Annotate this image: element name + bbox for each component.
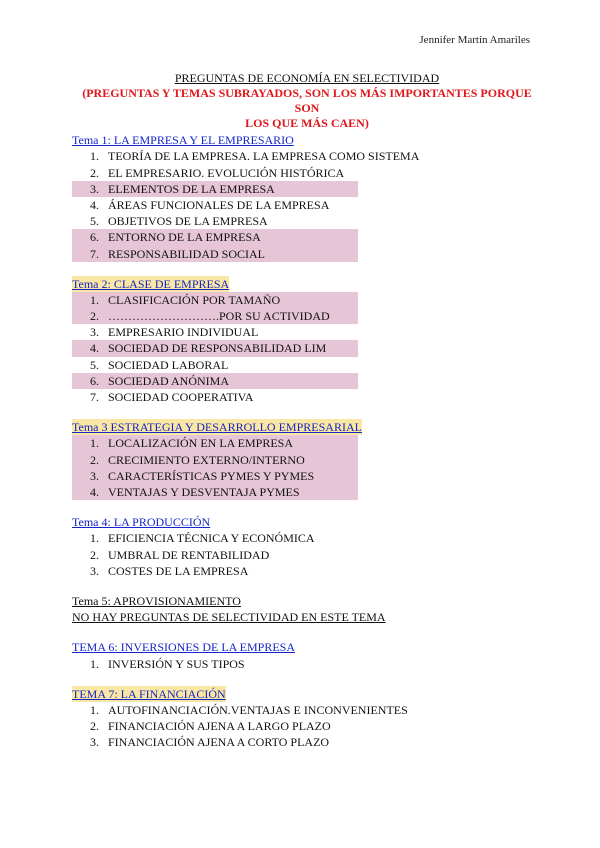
tema-4-heading[interactable]: Tema 4: LA PRODUCCIÓN	[72, 515, 211, 530]
list-item-highlighted: 3. ELEMENTOS DE LA EMPRESA	[72, 181, 358, 197]
list-item-highlighted: 7. RESPONSABILIDAD SOCIAL	[72, 246, 358, 262]
list-item: 7. SOCIEDAD COOPERATIVA	[90, 390, 254, 405]
list-item: 3. FINANCIACIÓN AJENA A CORTO PLAZO	[90, 735, 330, 750]
list-item: 1. INVERSIÓN Y SUS TIPOS	[90, 656, 245, 671]
list-item-highlighted: 2. ……………………….POR SU ACTIVIDAD	[72, 308, 358, 324]
list-item-highlighted: 1. CLASIFICACIÓN POR TAMAÑO	[72, 292, 358, 308]
tema-4-list	[72, 530, 542, 579]
list-item: 5. OBJETIVOS DE LA EMPRESA	[90, 214, 268, 229]
tema-5-heading: Tema 5: APROVISIONAMIENTO	[72, 593, 241, 608]
list-item-highlighted: 4. SOCIEDAD DE RESPONSABILIDAD LIM	[72, 340, 358, 356]
tema-1-heading[interactable]: Tema 1: LA EMPRESA Y EL EMPRESARIO	[72, 133, 294, 148]
tema-5-note: NO HAY PREGUNTAS DE SELECTIVIDAD EN ESTE TEMA	[72, 610, 386, 625]
document-subtitle	[72, 86, 542, 131]
list-item: 5. SOCIEDAD LABORAL	[90, 357, 229, 372]
list-item-highlighted: 4. VENTAJAS Y DESVENTAJA PYMES	[72, 484, 358, 500]
tema-7-list	[72, 702, 542, 751]
list-item-highlighted: 3. CARACTERÍSTICAS PYMES Y PYMES	[72, 468, 358, 484]
list-item: 3. EMPRESARIO INDIVIDUAL	[90, 325, 259, 340]
list-item: 2. UMBRAL DE RENTABILIDAD	[90, 547, 270, 562]
tema-7-heading[interactable]: TEMA 7: LA FINANCIACIÓN	[72, 686, 226, 701]
list-item-highlighted: 2. CRECIMIENTO EXTERNO/INTERNO	[72, 452, 358, 468]
tema-3-heading[interactable]: Tema 3 ESTRATEGIA Y DESARROLLO EMPRESARIAL	[72, 420, 362, 435]
list-item-highlighted: 1. LOCALIZACIÓN EN LA EMPRESA	[72, 435, 358, 451]
tema-6-heading[interactable]: TEMA 6: INVERSIONES DE LA EMPRESA	[72, 640, 296, 655]
tema-3-list	[72, 435, 542, 500]
list-item: 1. AUTOFINANCIACIÓN.VENTAJAS E INCONVENIENTES	[90, 702, 408, 717]
subtitle-line-2: LOS QUE MÁS CAEN)	[245, 116, 369, 131]
list-item: 2. EL EMPRESARIO. EVOLUCIÓN HISTÓRICA	[90, 165, 345, 180]
list-item: 1. EFICIENCIA TÉCNICA Y ECONÓMICA	[90, 531, 315, 546]
tema-2-list	[72, 292, 542, 405]
document-body	[72, 70, 542, 751]
tema-1-list	[72, 148, 542, 261]
tema-2-heading[interactable]: Tema 2: CLASE DE EMPRESA	[72, 276, 230, 291]
list-item-highlighted: 6. SOCIEDAD ANÓNIMA	[72, 373, 358, 389]
list-item: 2. FINANCIACIÓN AJENA A LARGO PLAZO	[90, 719, 331, 734]
subtitle-line-1: (PREGUNTAS Y TEMAS SUBRAYADOS, SON LOS MÁS IMPORTANTES PORQUE SON	[82, 86, 532, 116]
list-item-highlighted: 6. ENTORNO DE LA EMPRESA	[72, 229, 358, 245]
author-name: Jennifer Martín Amariles	[419, 34, 530, 46]
list-item: 1. TEORÍA DE LA EMPRESA. LA EMPRESA COMO SISTEMA	[90, 149, 420, 164]
list-item: 3. COSTES DE LA EMPRESA	[90, 563, 249, 578]
list-item: 4. ÁREAS FUNCIONALES DE LA EMPRESA	[90, 197, 330, 212]
tema-6-list	[72, 656, 542, 672]
document-title: PREGUNTAS DE ECONOMÍA EN SELECTIVIDAD	[174, 71, 440, 85]
